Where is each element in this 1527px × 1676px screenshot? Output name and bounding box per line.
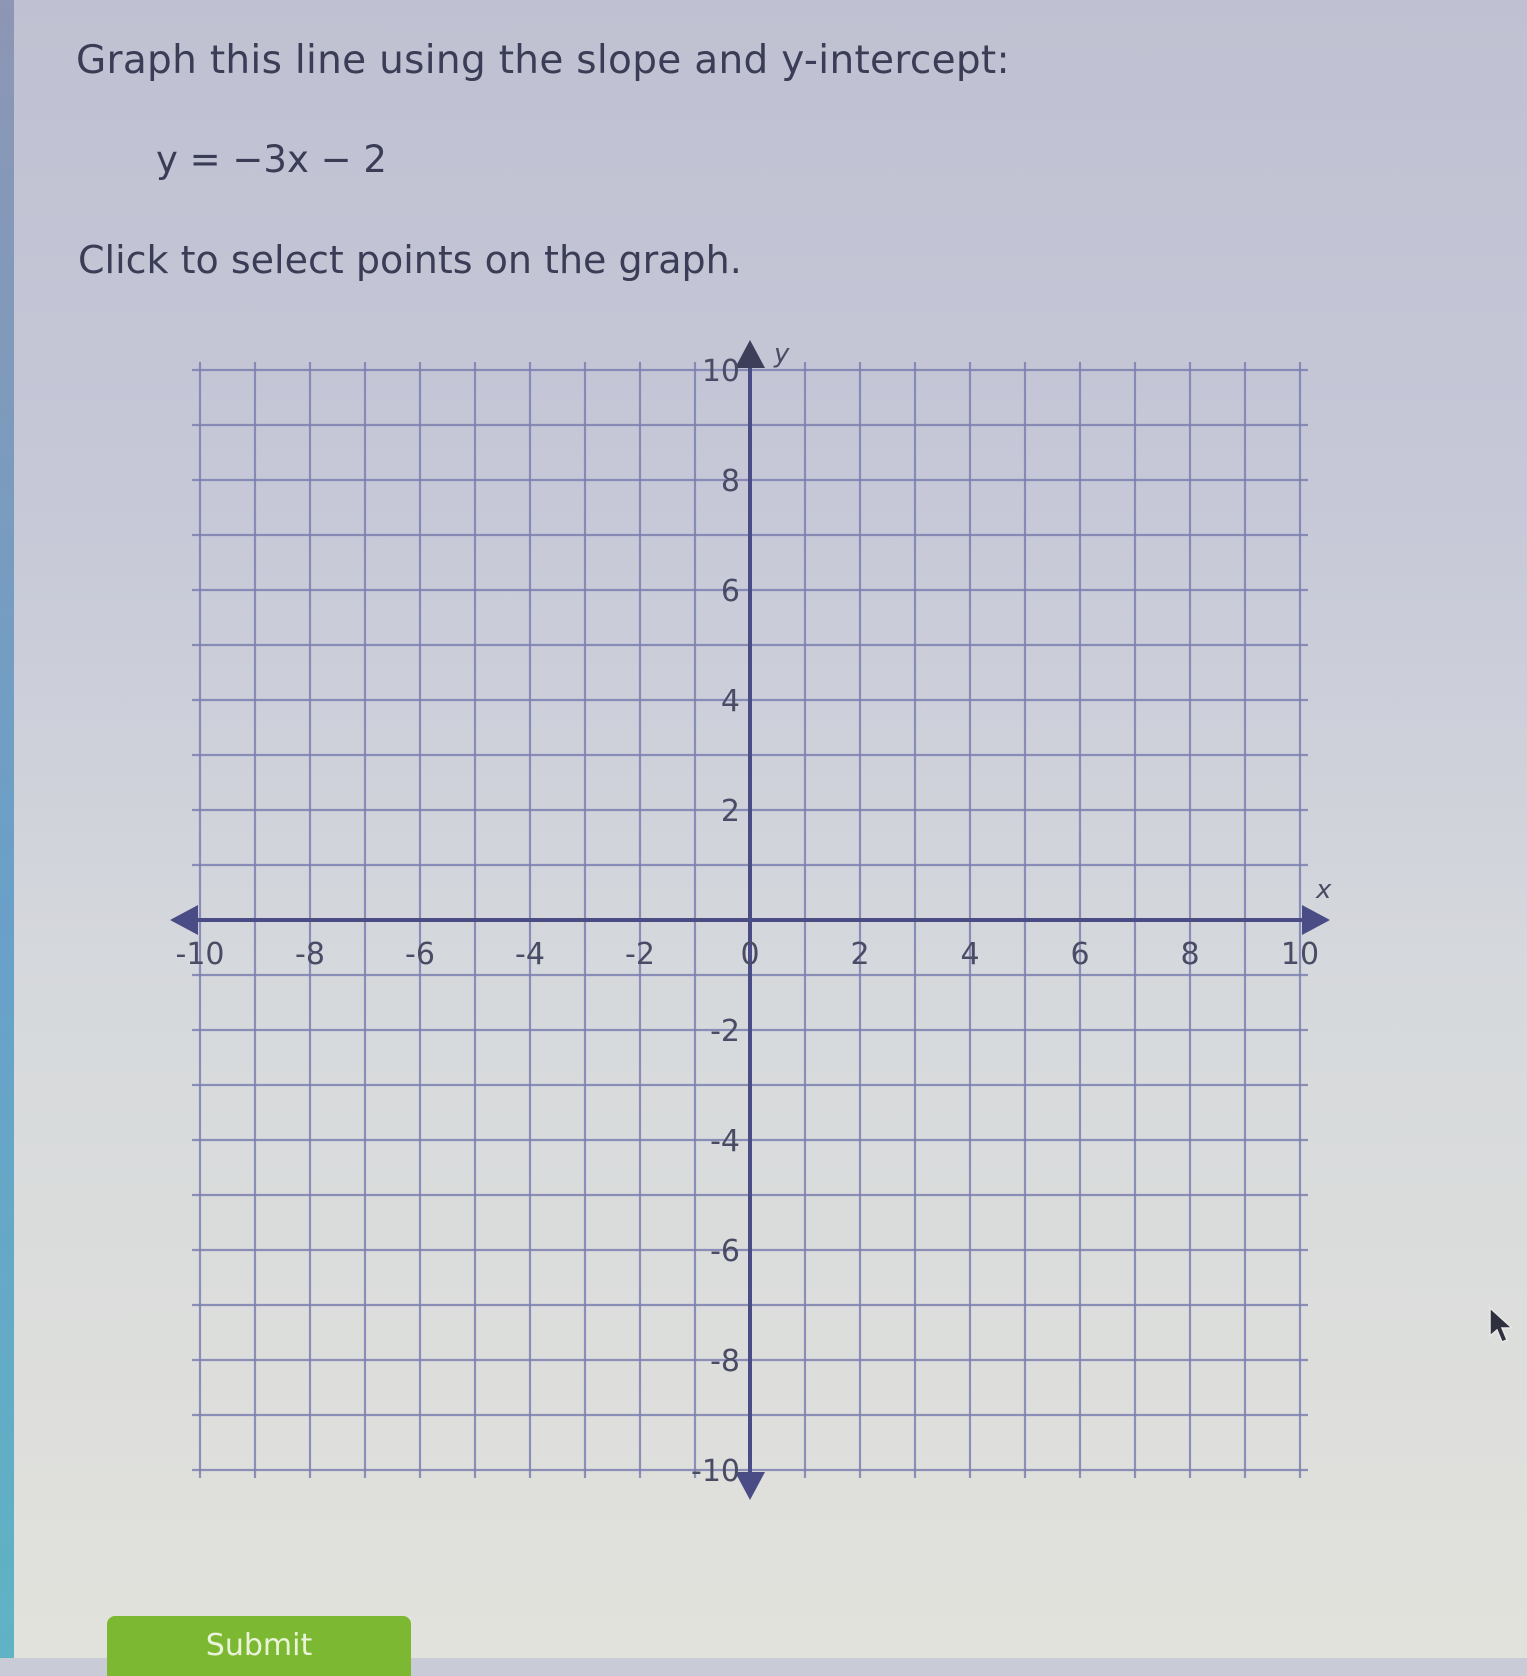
mouse-cursor-icon bbox=[1488, 1306, 1518, 1348]
x-tick-label: -6 bbox=[405, 937, 435, 972]
y-tick-label: 2 bbox=[720, 794, 740, 829]
y-tick-label: 10 bbox=[701, 354, 740, 389]
y-tick-label: 8 bbox=[720, 464, 740, 499]
x-axis-right-arrow-icon bbox=[1302, 905, 1330, 935]
x-tick-label: -8 bbox=[295, 937, 325, 972]
instruction-text: Click to select points on the graph. bbox=[78, 238, 742, 282]
graph-canvas[interactable] bbox=[170, 340, 1390, 1560]
y-tick-label: -10 bbox=[691, 1454, 740, 1489]
window-edge bbox=[0, 0, 14, 1658]
y-tick-label: -4 bbox=[710, 1124, 740, 1159]
y-tick-label: -8 bbox=[710, 1344, 740, 1379]
x-axis-left-arrow-icon bbox=[170, 905, 198, 935]
x-tick-label: 10 bbox=[1280, 937, 1320, 972]
y-axis-label: y bbox=[774, 340, 790, 369]
y-tick-label: -6 bbox=[710, 1234, 740, 1269]
question-title: Graph this line using the slope and y-intercept: bbox=[76, 38, 1010, 83]
y-tick-label: 4 bbox=[720, 684, 740, 719]
equation: y = −3x − 2 bbox=[156, 138, 387, 181]
x-tick-label: 0 bbox=[740, 937, 760, 972]
coordinate-graph[interactable] bbox=[170, 340, 1390, 1560]
x-tick-label: 2 bbox=[850, 937, 870, 972]
x-tick-label: -2 bbox=[625, 937, 655, 972]
y-tick-label: 6 bbox=[720, 574, 740, 609]
x-tick-label: 8 bbox=[1180, 937, 1200, 972]
x-tick-label: -4 bbox=[515, 937, 545, 972]
x-tick-label: 4 bbox=[960, 937, 980, 972]
submit-button[interactable]: Submit bbox=[107, 1616, 411, 1676]
x-tick-label: 6 bbox=[1070, 937, 1090, 972]
y-tick-label: -2 bbox=[710, 1014, 740, 1049]
x-axis-label: x bbox=[1316, 875, 1332, 905]
x-tick-label: -10 bbox=[175, 937, 225, 972]
